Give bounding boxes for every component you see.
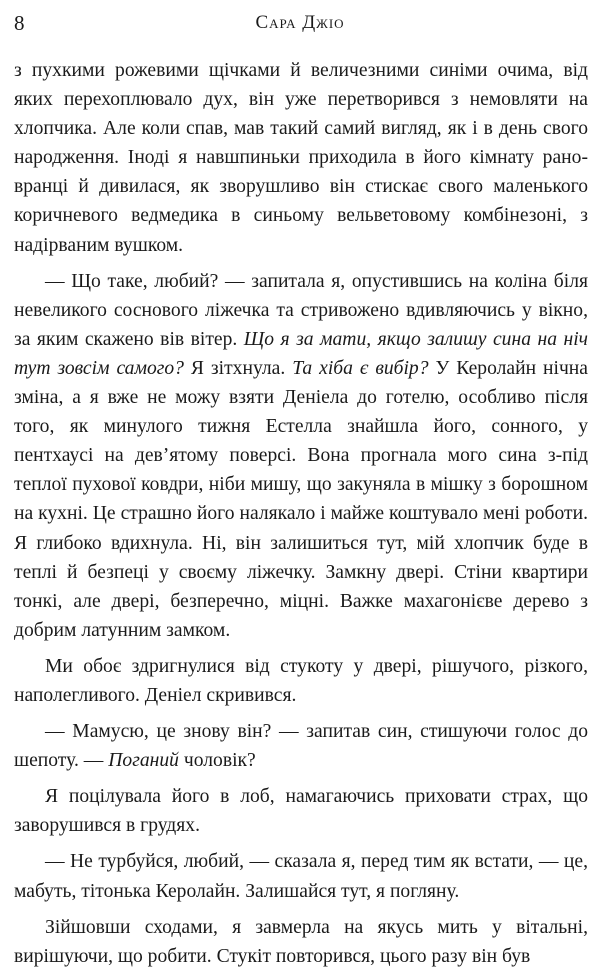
paragraph-2 xyxy=(14,267,588,645)
paragraph-4-text-a: — Мамусю, це знову він? — запитав син, стишуючи голос до шепоту. — xyxy=(14,721,588,772)
paragraph-7: Зійшовши сходами, я завмерла на якусь мить у вітальні, вирішуючи, що робити. Стукіт повторився, цього разу він був xyxy=(14,916,588,967)
body-text xyxy=(14,56,588,971)
paragraph-5: Я поцілувала його в лоб, намагаючись приховати страх, що заворушився в грудях. xyxy=(14,786,588,837)
paragraph-4 xyxy=(14,717,588,775)
paragraph-2-text-c: У Керолайн нічна зміна, а я вже не можу взяти Деніела до готелю, особливо після того, як минулого тижня Естелла знайшла його, сонного, у пентхаусі на дев’ятому поверсі. Вона прогнала мого сина з-під теплої пухової ковдри, ніби мишу, що закуняла в мішку з борошном на кухні. Це страшно його налякало і майже коштувало мені роботи. Я глибоко вдихнула. Ні, він залишиться тут, мій хлопчик буде в теплі й безпеці у своєму ліжечку. Замкну двері. Стіни квартири тонкі, але двері, безперечно, міцні. Важке махагонієве дерево з добрим латунним замком. xyxy=(14,357,588,641)
paragraph-4-text-b: чоловік? xyxy=(178,750,256,772)
running-title: Сара Джіо xyxy=(255,12,345,33)
paragraph-3: Ми обоє здригнулися від стукоту у двері, рішучого, різкого, наполегливого. Деніел скривився. xyxy=(14,655,588,706)
paragraph-2-italic-a: Що я за мати, якщо залишу сина на ніч тут зовсім самого? xyxy=(14,328,588,379)
paragraph-2-text-b: Я зітхнула. xyxy=(183,357,293,379)
paragraph-4-italic: Поганий xyxy=(108,750,179,772)
paragraph-1: з пухкими рожевими щічками й величезними синіми очима, від яких перехоплювало дух, він уже перетворився з немовляти на хлопчика. Але коли спав, мав такий самий вигляд, як і в день свого народження. Іноді я навшпиньки приходила в його кімнату рано-вранці й дивилася, як зворушливо він стискає свого маленького коричневого ведмедика в синьому вельветовому комбінезоні, з надірваним вушком. xyxy=(14,60,588,256)
page-number: 8 xyxy=(14,11,25,35)
paragraph-6: — Не турбуйся, любий, — сказала я, перед тим як встати, — це, мабуть, тітонька Керолайн. Залишайся тут, я погляну. xyxy=(14,851,588,902)
paragraph-2-italic-b: Та хіба є вибір? xyxy=(292,357,429,379)
running-header xyxy=(14,8,586,38)
paragraph-2-text-a: — Що таке, любий? — запитала я, опустившись на коліна біля невеликого соснового ліжечка та стривожено вдивляючись у вікно, за яким скажено вів вітер. xyxy=(14,270,588,350)
